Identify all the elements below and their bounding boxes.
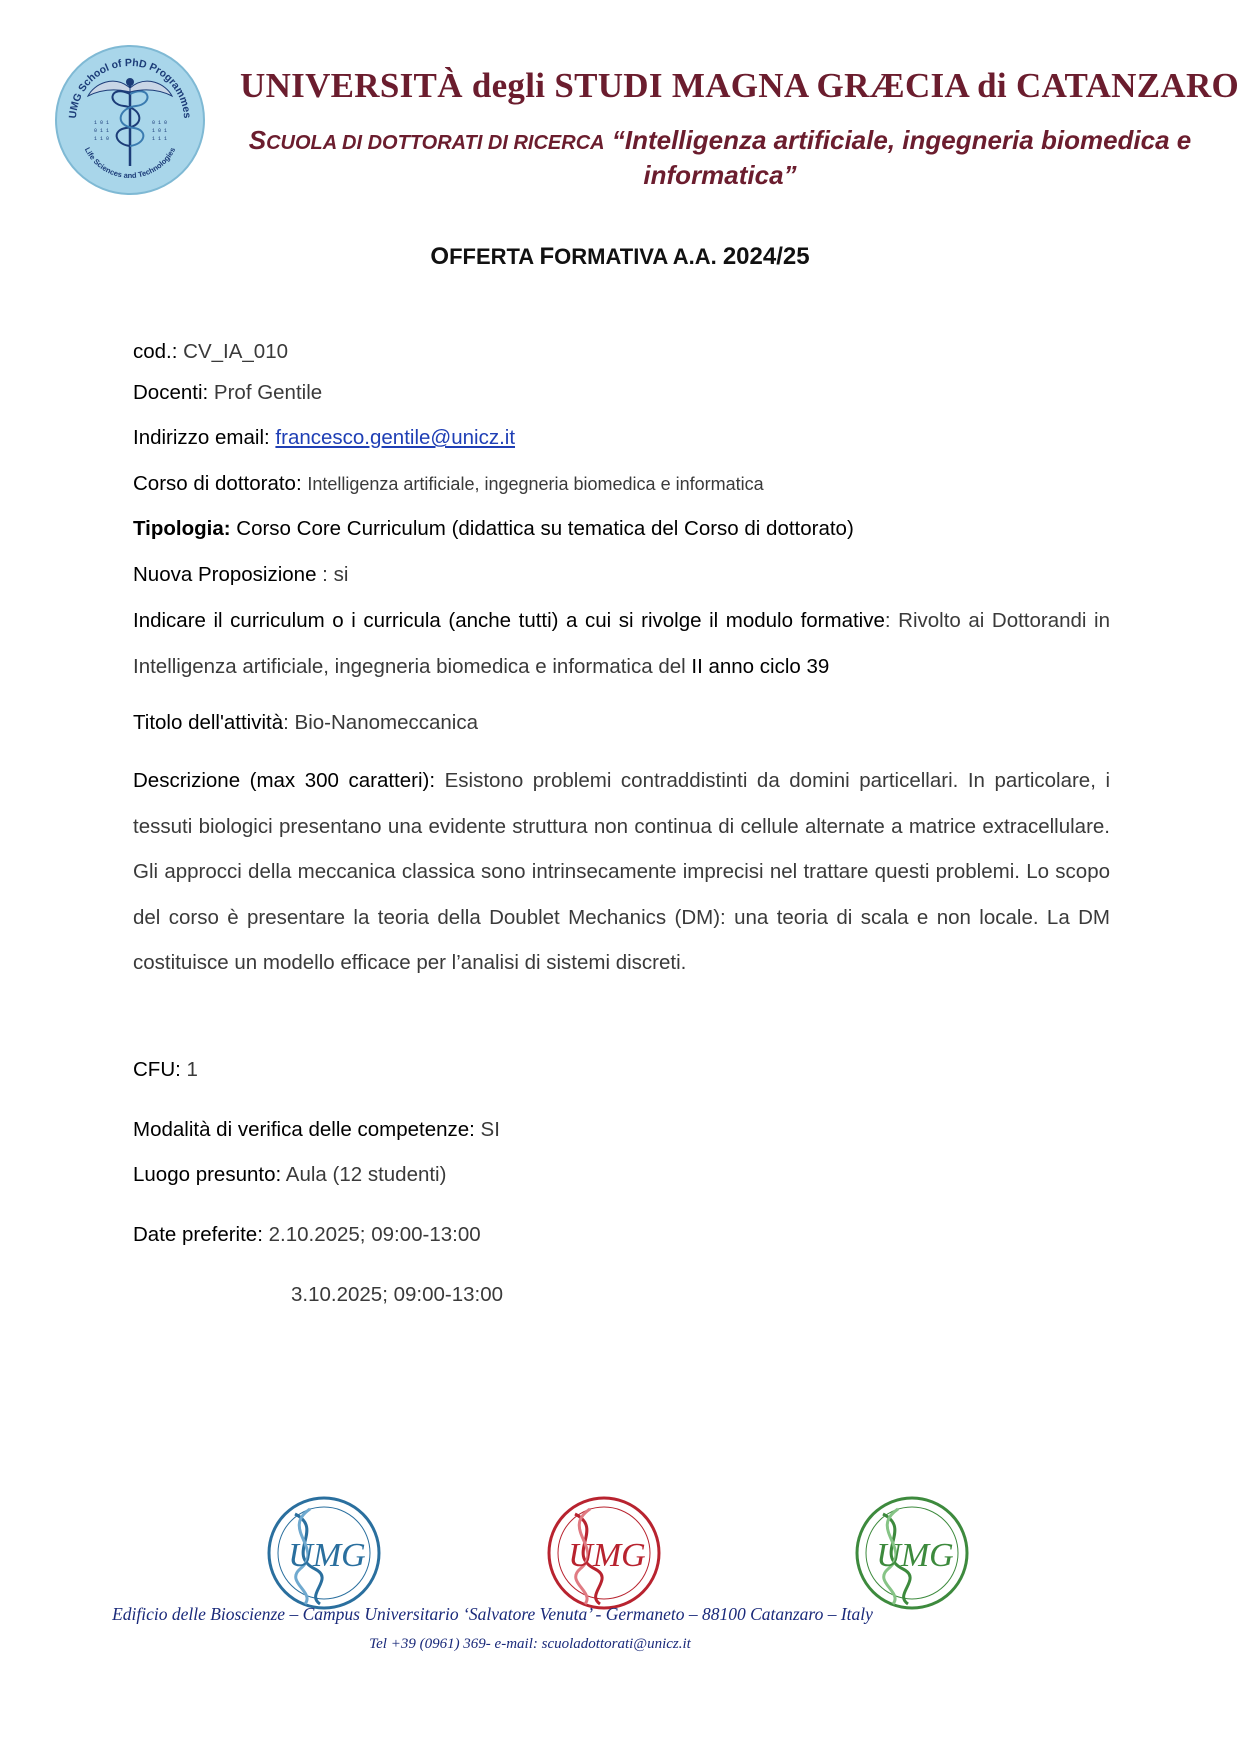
school-name-block xyxy=(240,124,1200,191)
luogo-label: Luogo presunto: xyxy=(133,1163,282,1186)
cfu-label: CFU: xyxy=(133,1058,181,1081)
tipologia-row xyxy=(133,514,1110,544)
nuova-proposizione-row xyxy=(133,560,1110,590)
offer-heading-text: FFERTA xyxy=(449,244,540,269)
svg-text:0 1 1: 0 1 1 xyxy=(94,128,110,134)
email-label: Indirizzo email: xyxy=(133,426,270,449)
luogo-row xyxy=(133,1160,1110,1190)
logo-bottom-text: Life Sciences and Technologies xyxy=(82,145,178,181)
date-row-2 xyxy=(291,1280,891,1310)
cod-row xyxy=(133,337,1110,367)
date-row xyxy=(133,1220,1110,1250)
footer-contact: Tel +39 (0961) 369- e-mail: scuoladottorati@unicz.it xyxy=(369,1636,691,1652)
titolo-row xyxy=(133,708,1110,738)
offer-heading-initial: O xyxy=(430,243,450,270)
svg-text:1 0 1: 1 0 1 xyxy=(94,120,110,126)
offer-heading-year: 2024/25 xyxy=(722,243,810,270)
tipologia-value: Corso Core Curriculum (didattica su tematica del Corso di dottorato) xyxy=(236,517,854,540)
nuova-proposizione-label: Nuova Proposizione xyxy=(133,563,317,586)
umg-green-logo xyxy=(853,1494,971,1612)
offer-heading-initial-2: F xyxy=(539,243,555,270)
verifica-label: Modalità di verifica delle competenze: xyxy=(133,1118,475,1141)
school-name: “Intelligenza artificiale, ingegneria biomedica e informatica” xyxy=(611,125,1192,190)
date-2: 3.10.2025; 09:00-13:00 xyxy=(291,1283,504,1306)
tipologia-label: Tipologia: xyxy=(133,517,231,540)
email-row xyxy=(133,423,1110,453)
docenti-label: Docenti: xyxy=(133,381,209,404)
offer-heading-text-2: ORMATIVA A.A. xyxy=(554,244,723,269)
curriculum-value: : Rivolto ai Dottorandi in Intelligenza artificiale, ingegneria biomedica e informatica del xyxy=(133,609,1110,678)
umg-phd-school-logo xyxy=(54,44,206,196)
cfu-row xyxy=(133,1055,1110,1085)
school-prefix-initial: S xyxy=(248,125,267,155)
docenti-row xyxy=(133,378,1110,408)
university-title: UNIVERSITÀ degli STUDI MAGNA GRÆCIA di CATANZARO xyxy=(240,66,1240,105)
email-link[interactable]: francesco.gentile@unicz.it xyxy=(275,426,516,449)
verifica-value: SI xyxy=(480,1118,500,1141)
cod-label: cod.: xyxy=(133,340,178,363)
logo-umg-text-green: UMG xyxy=(876,1537,954,1574)
titolo-value: : Bio-Nanomeccanica xyxy=(283,711,478,734)
descrizione-value: Esistono problemi contraddistinti da domini particellari. In particolare, i tessuti biologici presentano una evidente struttura non continua di cellule alternate a matrice extracellulare. Gli approcci della meccanica classica sono intrinsecamente imprecisi nel trattare questi problemi. Lo scopo del corso è presentare la teoria della Doublet Mechanics (DM): una teoria di scala e non locale. La DM costituisce un modello efficace per l’analisi di sistemi discreti. xyxy=(133,769,1110,974)
footer-address: Edificio delle Bioscienze – Campus Universitario ‘Salvatore Venuta’ - Germaneto – 88100 Catanzaro – Italy xyxy=(112,1604,873,1624)
descrizione-label: Descrizione (max 300 caratteri): xyxy=(133,769,436,792)
cfu-value: 1 xyxy=(186,1058,198,1081)
curriculum-year: II anno ciclo 39 xyxy=(691,654,830,678)
svg-text:1 1 0: 1 1 0 xyxy=(94,136,110,142)
docenti-value: Prof Gentile xyxy=(213,381,323,404)
luogo-value: Aula (12 studenti) xyxy=(285,1163,447,1186)
umg-blue-logo xyxy=(265,1494,383,1612)
umg-red-logo xyxy=(545,1494,663,1612)
school-prefix: CUOLA DI DOTTORATI DI RICERCA xyxy=(266,132,605,154)
logo-top-text: UMG School of PhD Programmes xyxy=(66,56,194,119)
svg-text:1 0 1: 1 0 1 xyxy=(152,128,168,134)
logo-umg-text-blue: UMG xyxy=(288,1537,366,1574)
curriculum-label: Indicare il curriculum o i curricula (anche tutti) a cui si rivolge il modulo formative xyxy=(133,609,885,632)
date-1: 2.10.2025; 09:00-13:00 xyxy=(268,1223,481,1246)
svg-text:1 1 1: 1 1 1 xyxy=(152,136,168,142)
curriculum-paragraph xyxy=(133,598,1110,689)
offer-heading xyxy=(0,243,1240,271)
cod-value: CV_IA_010 xyxy=(183,340,289,363)
date-label: Date preferite: xyxy=(133,1223,263,1246)
titolo-label: Titolo dell'attività xyxy=(133,711,284,734)
logo-umg-text-red: UMG xyxy=(568,1537,646,1574)
descrizione-paragraph xyxy=(133,758,1110,986)
svg-text:0 1 0: 0 1 0 xyxy=(152,120,168,126)
corso-value: Intelligenza artificiale, ingegneria biomedica e informatica xyxy=(307,474,764,494)
verifica-row xyxy=(133,1115,1110,1145)
nuova-proposizione-value: : si xyxy=(316,563,349,586)
corso-label: Corso di dottorato: xyxy=(133,472,302,495)
corso-row xyxy=(133,469,1110,499)
